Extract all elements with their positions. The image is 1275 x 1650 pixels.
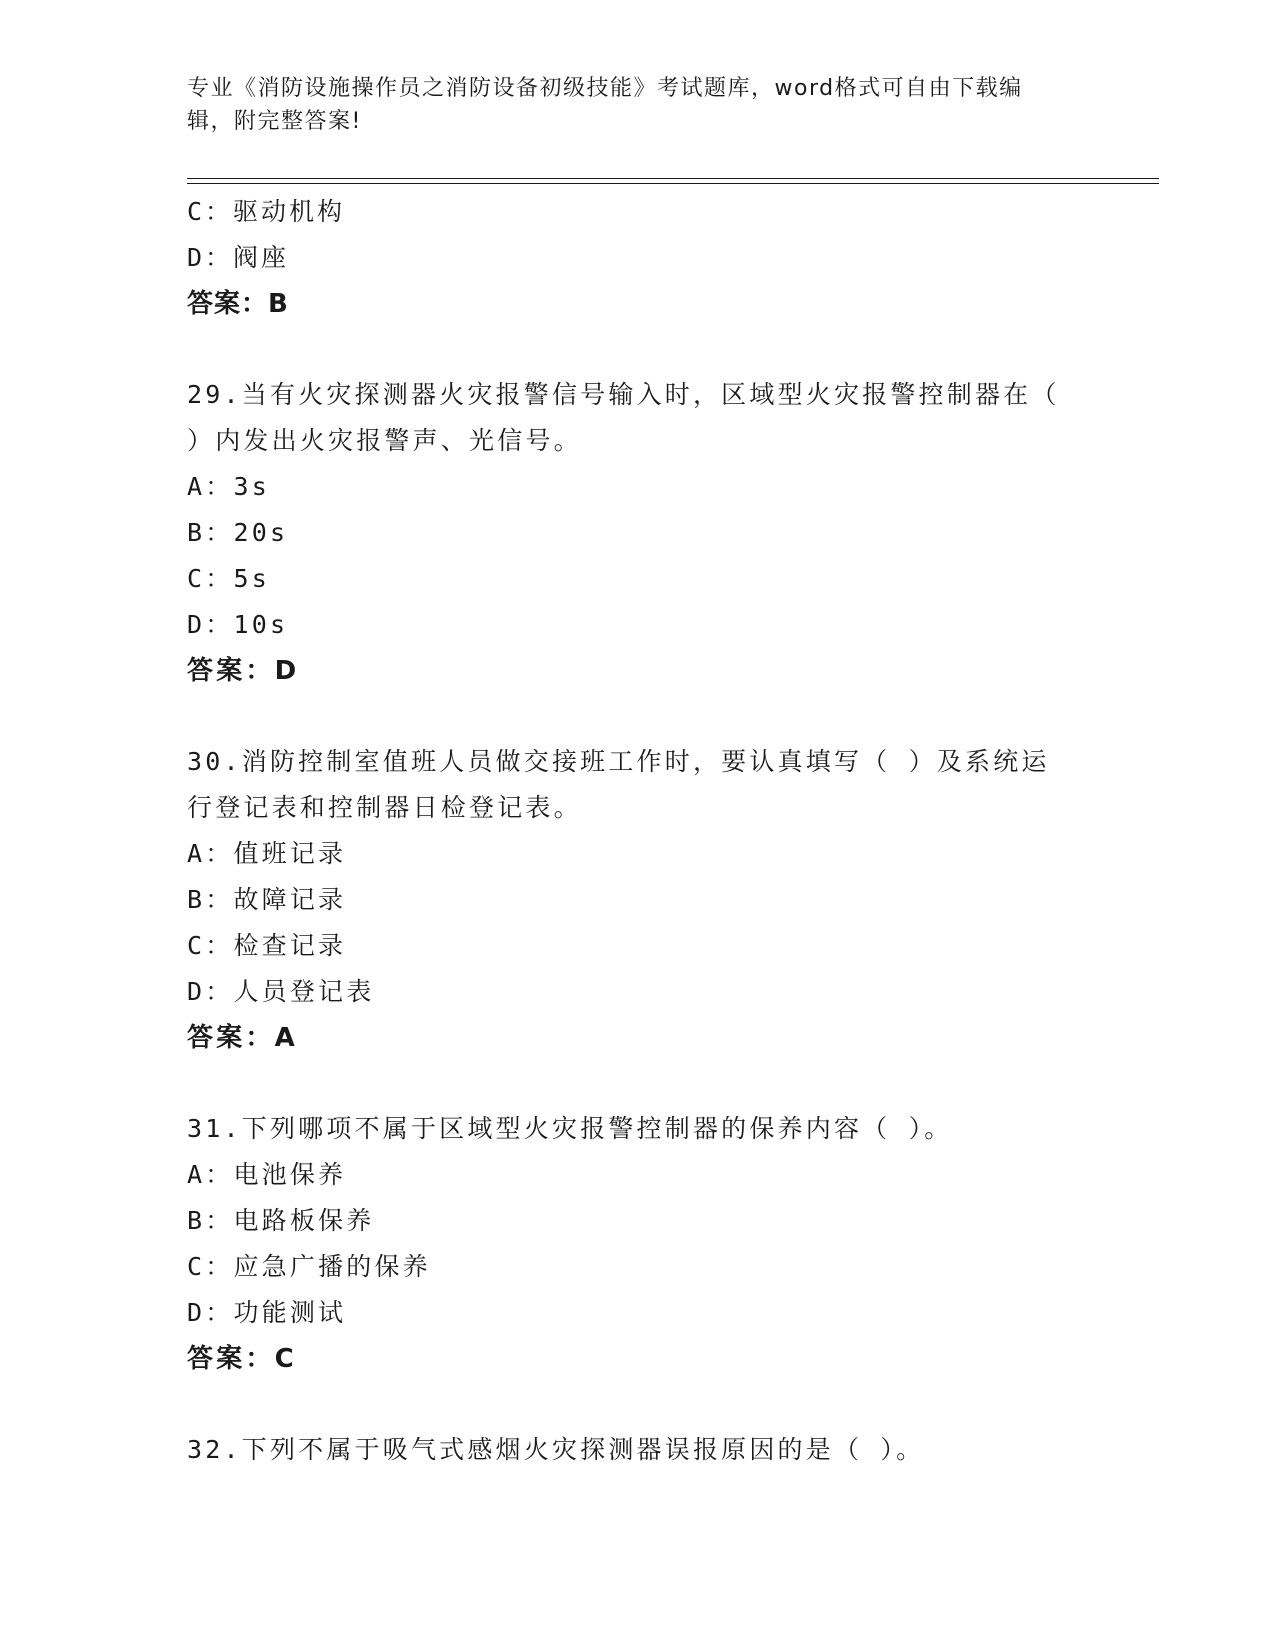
question-30: [187, 739, 1087, 1061]
spacer: [187, 327, 1087, 372]
question-32: [187, 1427, 1087, 1473]
option-a: A：电池保养: [187, 1160, 347, 1189]
option-a: A：3s: [187, 472, 270, 501]
option-d: D：功能测试: [187, 1298, 347, 1327]
question-31: [187, 1106, 1087, 1382]
answer-line: 答案：A: [187, 1023, 298, 1053]
header-divider-top: [187, 178, 1159, 179]
previous-question-tail: [187, 189, 1087, 327]
spacer: [187, 694, 1087, 739]
option-c: C：驱动机构: [187, 197, 346, 226]
option-d: D：10s: [187, 610, 289, 639]
option-c: C：检查记录: [187, 931, 347, 960]
option-a: A：值班记录: [187, 839, 347, 868]
option-d: D：阀座: [187, 243, 290, 272]
answer-line: 答案：C: [187, 1344, 297, 1374]
option-b: B：20s: [187, 518, 289, 547]
question-stem-line-1: 30.消防控制室值班人员做交接班工作时，要认真填写（ ）及系统运: [187, 747, 1050, 776]
option-b: B：故障记录: [187, 885, 347, 914]
option-d: D：人员登记表: [187, 977, 375, 1006]
option-c: C：应急广播的保养: [187, 1252, 431, 1281]
answer-line: 答案：B: [187, 289, 289, 319]
header-line-2: 辑，附完整答案!: [187, 109, 362, 134]
header-line-1: 专业《消防设施操作员之消防设备初级技能》考试题库，word格式可自由下载编: [187, 76, 1023, 101]
question-stem-line-2: 行登记表和控制器日检登记表。: [187, 793, 582, 822]
question-stem-line-1: 32.下列不属于吸气式感烟火灾探测器误报原因的是（ ）。: [187, 1435, 925, 1464]
question-stem-line-1: 31.下列哪项不属于区域型火灾报警控制器的保养内容（ ）。: [187, 1114, 953, 1143]
document-header: [187, 72, 1087, 138]
spacer: [187, 1382, 1087, 1427]
header-divider-bottom: [187, 183, 1159, 184]
option-b: B：电路板保养: [187, 1206, 375, 1235]
question-stem-line-1: 29.当有火灾探测器火灾报警信号输入时，区域型火灾报警控制器在（: [187, 380, 1060, 409]
question-list: [187, 189, 1087, 1473]
question-29: [187, 372, 1087, 694]
answer-line: 答案：D: [187, 656, 300, 686]
question-stem-line-2: ）内发出火灾报警声、光信号。: [187, 426, 582, 455]
spacer: [187, 1061, 1087, 1106]
option-c: C：5s: [187, 564, 270, 593]
